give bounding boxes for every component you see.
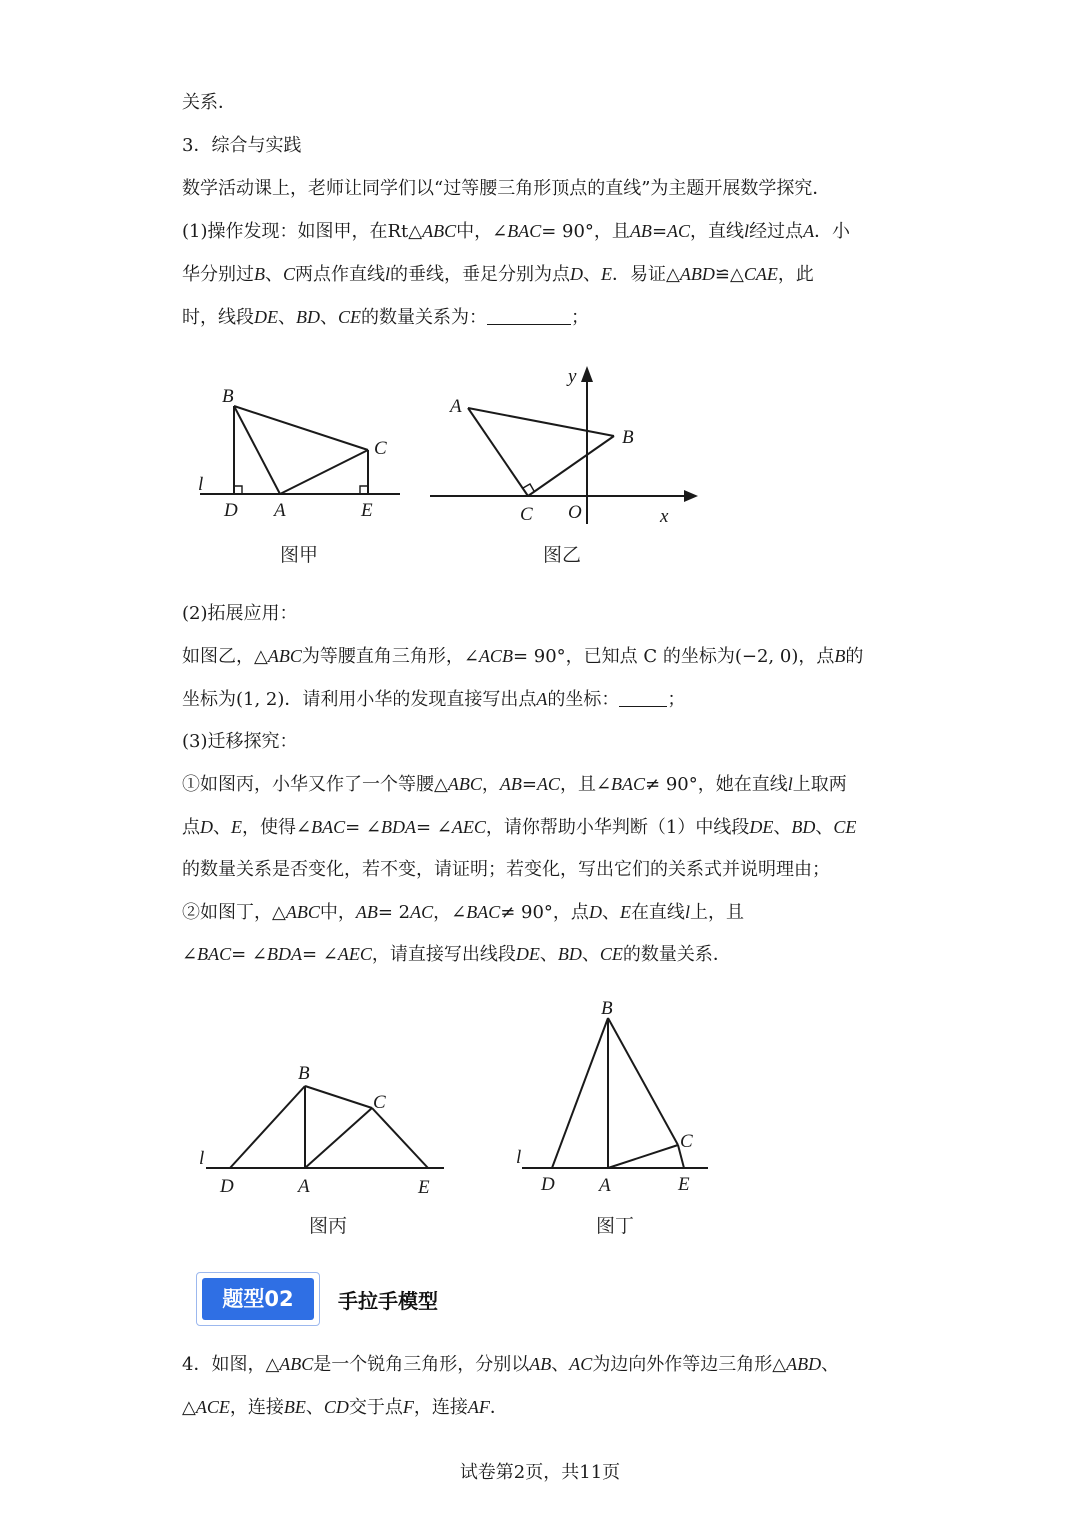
text-line: 华分别过B、C两点作直线l的垂线，垂足分别为点D、E．易证△ABD≌△CAE，此: [182, 264, 814, 285]
text-line: (1)操作发现：如图甲，在Rt△ABC中，∠BAC= 90°，且AB=AC，直线l经过点A．小: [182, 221, 851, 242]
label-C: C: [680, 1131, 693, 1152]
label-O: O: [568, 502, 582, 523]
text-line: 的数量关系是否变化，若不变，请证明；若变化，写出它们的关系式并说明理由；: [182, 859, 830, 880]
label-D: D: [224, 500, 238, 521]
label-l: l: [199, 1148, 205, 1169]
answer-blank[interactable]: [487, 306, 571, 325]
text-line: 如图乙，△ABC为等腰直角三角形，∠ACB= 90°，已知点 C 的坐标为(−2, 0)，点B的: [182, 646, 864, 667]
text-line: 关系．: [182, 92, 236, 113]
text-line: ②如图丁，△ABC中，AB= 2AC，∠BAC≠ 90°，点D、E在直线l上，且: [182, 902, 744, 923]
text-line: (2)拓展应用：: [182, 603, 298, 624]
label-B: B: [298, 1063, 310, 1084]
figure-bing: [192, 1058, 452, 1198]
label-y: y: [568, 366, 577, 387]
label-D: D: [220, 1176, 234, 1197]
figure-jia-caption: 图甲: [280, 544, 319, 566]
label-l: l: [516, 1147, 522, 1168]
label-B: B: [222, 386, 234, 407]
question-3-heading: 3．综合与实践: [182, 135, 302, 156]
text-line: 坐标为(1, 2)．请利用小华的发现直接写出点A的坐标： ；: [182, 689, 686, 710]
label-C: C: [373, 1092, 386, 1113]
text-line: 数学活动课上，老师让同学们以“过等腰三角形顶点的直线”为主题开展数学探究．: [182, 178, 831, 199]
label-E: E: [361, 500, 373, 521]
label-x: x: [660, 506, 669, 527]
label-B: B: [622, 427, 634, 448]
label-B: B: [601, 998, 613, 1019]
text-line: 点D、E，使得∠BAC= ∠BDA= ∠AEC，请你帮助小华判断（1）中线段DE、BD、CE: [182, 817, 857, 838]
label-E: E: [418, 1177, 430, 1198]
section-title: 手拉手模型: [338, 1289, 438, 1313]
figure-yi: [430, 362, 710, 532]
text-line: △ACE，连接BE、CD交于点F，连接AF．: [182, 1397, 508, 1418]
label-C: C: [374, 438, 387, 459]
section-badge-label: 题型02: [202, 1278, 314, 1320]
label-l: l: [198, 474, 204, 495]
text-line: 时，线段DE、BD、CE的数量关系为： ；: [182, 307, 590, 328]
figure-bing-caption: 图丙: [309, 1215, 348, 1237]
section-badge: [196, 1272, 320, 1326]
label-C: C: [520, 504, 533, 525]
text-line: (3)迁移探究：: [182, 731, 298, 752]
figure-ding-caption: 图丁: [596, 1215, 635, 1237]
page-footer: 试卷第2页，共11页: [459, 1462, 621, 1483]
figure-ding: [510, 990, 720, 1200]
question-4-text: 4．如图，△ABC是一个锐角三角形，分别以AB、AC为边向外作等边三角形△ABD、: [182, 1354, 840, 1375]
label-A: A: [274, 500, 286, 521]
label-A: A: [298, 1176, 310, 1197]
label-E: E: [678, 1174, 690, 1195]
answer-blank[interactable]: [619, 688, 667, 707]
label-A: A: [599, 1175, 611, 1196]
label-A: A: [450, 396, 462, 417]
figure-yi-caption: 图乙: [543, 544, 582, 566]
text-line: ①如图丙，小华又作了一个等腰△ABC，AB=AC，且∠BAC≠ 90°，她在直线l上取两: [182, 774, 847, 795]
text-line: ∠BAC= ∠BDA= ∠AEC，请直接写出线段DE、BD、CE的数量关系．: [182, 944, 731, 965]
label-D: D: [541, 1174, 555, 1195]
figure-jia: [190, 380, 410, 530]
